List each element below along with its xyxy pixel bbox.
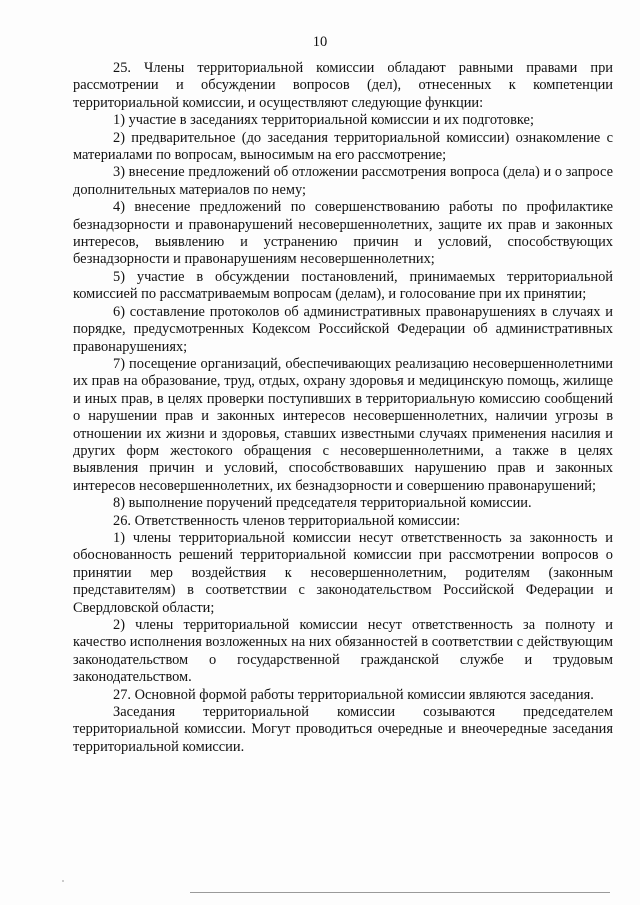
list-item-25-7: 7) посещение организаций, обеспечивающих реализацию несовершеннолетними их прав на образование, труд, отдых, охрану здоровья и медицинскую помощь, жилище и иных прав, в целях проверки поступивших в территориальную комиссию сообщений о нарушении прав и законных интересов несовершеннолетних, наличии угрозы в отношении их жизни и здоровья, ставших известными случаях применения насилия и других форм жестокого обращения с несовершеннолетними, а также в целях выявления причин и условий, способствовавших нарушению прав и законных интересов несовершеннолетних, их безнадзорности и совершению правонарушений;	[73, 355, 613, 494]
paragraph-25: 25. Члены территориальной комиссии обладают равными правами при рассмотрении и обсуждении вопросов (дел), отнесенных к компетенции территориальной комиссии, и осуществляют следующие функции:	[73, 60, 613, 111]
document-body	[73, 60, 613, 756]
paragraph-27-meetings: Заседания территориальной комиссии созываются председателем территориальной комиссии. Могут проводиться очередные и внеочередные заседания территориальной комиссии.	[73, 704, 613, 755]
list-item-25-5: 5) участие в обсуждении постановлений, принимаемых территориальной комиссией по рассматриваемым вопросам (делам), и голосование при их принятии;	[73, 268, 613, 303]
scan-speck	[62, 880, 64, 882]
list-item-25-1: 1) участие в заседаниях территориальной комиссии и их подготовке;	[113, 112, 534, 129]
paragraph-26: 26. Ответственность членов территориальной комиссии:	[113, 512, 461, 529]
footer-rule	[190, 892, 610, 893]
page-number: 10	[312, 34, 328, 50]
list-item-25-8: 8) выполнение поручений председателя территориальной комиссии.	[113, 495, 532, 512]
paragraph-27: 27. Основной формой работы территориальной комиссии являются заседания.	[113, 686, 594, 703]
list-item-25-3: 3) внесение предложений об отложении рассмотрения вопроса (дела) и о запросе дополнительных материалов по нему;	[73, 164, 613, 198]
list-item-25-2: 2) предварительное (до заседания территориальной комиссии) ознакомление с материалами по вопросам, выносимым на его рассмотрение;	[73, 129, 613, 164]
list-item-25-6: 6) составление протоколов об административных правонарушениях в случаях и порядке, предусмотренных Кодексом Российской Федерации об административных правонарушениях;	[73, 303, 613, 355]
list-item-25-4: 4) внесение предложений по совершенствованию работы по профилактике безнадзорности и правонарушений несовершеннолетних, защите их прав и законных интересов, выявлению и устранению причин и условий, способствующих безнадзорности и правонарушениям несовершеннолетних;	[73, 199, 613, 268]
list-item-26-2: 2) члены территориальной комиссии несут ответственность за полноту и качество исполнения возложенных на них обязанностей в соответствии с действующим законодательством о государственной гражданской службе и трудовым законодательством.	[73, 617, 613, 686]
list-item-26-1: 1) члены территориальной комиссии несут ответственность за законность и обоснованность решений территориальной комиссии при рассмотрении вопросов о принятии мер воздействия к несовершеннолетним, родителям (законным представителям) в соответствии с законодательством Российской Федерации и Свердловской области;	[73, 529, 613, 616]
